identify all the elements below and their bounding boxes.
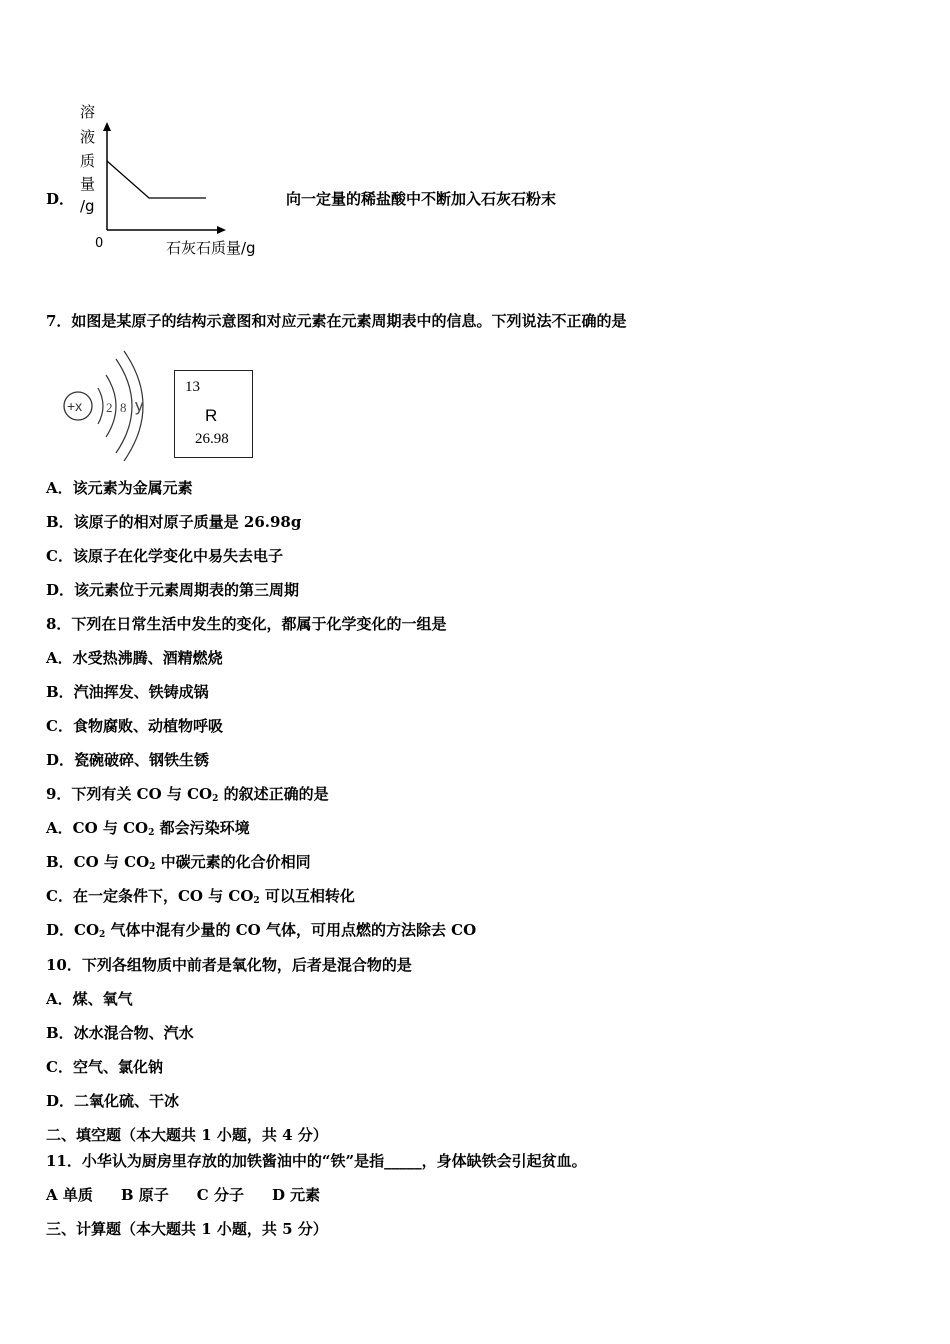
y-axis-arrow — [103, 122, 111, 131]
atomic-number: 13 — [185, 379, 200, 395]
x-axis-label: 石灰石质量/g — [166, 239, 256, 257]
q9-option-b: B．CO 与 $CO_2$ 中碳元素的化合价相同 — [46, 853, 311, 872]
q11-options — [46, 1185, 320, 1205]
electron-shell-1 — [98, 388, 103, 424]
y-axis-char-4: 量 — [80, 175, 96, 193]
q6-option-d-label: D． — [46, 190, 75, 208]
q7-option-c: C．该原子在化学变化中易失去电子 — [46, 547, 283, 565]
q11-option-b: B 原子 — [120, 1186, 169, 1204]
q10-option-d: D．二氧化硫、干冰 — [46, 1092, 180, 1110]
q8-option-c: C．食物腐败、动植物呼吸 — [46, 717, 223, 735]
q11-option-c: C 分子 — [196, 1186, 244, 1204]
section-2-heading: 二、填空题（本大题共 1 小题，共 4 分） — [46, 1126, 328, 1144]
q9-option-a: A．CO 与 $CO_2$ 都会污染环境 — [46, 819, 250, 838]
shell3-electrons: y — [135, 396, 144, 415]
shell1-electrons: 2 — [106, 400, 113, 415]
y-axis-char-2: 液 — [80, 128, 96, 146]
q10-option-a: A．煤、氧气 — [46, 990, 133, 1008]
section-3-heading: 三、计算题（本大题共 1 小题，共 5 分） — [46, 1220, 328, 1238]
q7-option-b: B．该原子的相对原子质量是 26.98g — [46, 513, 302, 531]
atom-structure-diagram — [58, 345, 168, 463]
element-symbol: R — [205, 406, 218, 425]
q10-option-b: B．冰水混合物、汽水 — [46, 1024, 194, 1042]
nucleus-charge: +x — [67, 398, 83, 414]
q9-stem: 9．下列有关 CO 与 $CO_2$ 的叙述正确的是 — [46, 785, 329, 804]
q8-option-b: B．汽油挥发、铁铸成锅 — [46, 683, 209, 701]
graph-curve — [107, 161, 206, 198]
y-axis-unit: /g — [80, 197, 95, 215]
periodic-table-cell — [174, 370, 253, 458]
q7-option-d: D．该元素位于元素周期表的第三周期 — [46, 581, 300, 599]
q11-stem: 11．小华认为厨房里存放的加铁酱油中的“铁”是指_____，身体缺铁会引起贫血。 — [46, 1152, 587, 1170]
graph-origin: 0 — [95, 236, 104, 251]
shell2-electrons: 8 — [120, 400, 127, 415]
q8-option-d: D．瓷碗破碎、钢铁生锈 — [46, 751, 210, 769]
y-axis-char-3: 质 — [80, 152, 96, 170]
x-axis-arrow — [217, 226, 226, 234]
q11-option-d: D 元素 — [271, 1186, 321, 1204]
q9-option-c: C．在一定条件下，CO 与 $CO_2$ 可以互相转化 — [46, 887, 355, 906]
q11-option-a: A 单质 — [46, 1186, 93, 1204]
q8-option-a: A．水受热沸腾、酒精燃烧 — [46, 649, 223, 667]
q10-stem: 10．下列各组物质中前者是氧化物，后者是混合物的是 — [46, 956, 412, 974]
q10-option-c: C．空气、氯化钠 — [46, 1058, 163, 1076]
q7-option-a: A．该元素为金属元素 — [46, 479, 193, 497]
q8-stem: 8．下列在日常生活中发生的变化，都属于化学变化的一组是 — [46, 615, 447, 633]
y-axis-char-1: 溶 — [80, 103, 96, 121]
q7-stem: 7．如图是某原子的结构示意图和对应元素在元素周期表中的信息。下列说法不正确的是 — [46, 312, 627, 330]
q6-option-d-text: 向一定量的稀盐酸中不断加入石灰石粉末 — [286, 190, 557, 208]
q9-option-d: D．$CO_2$ 气体中混有少量的 CO 气体，可用点燃的方法除去 CO — [46, 921, 477, 940]
atomic-mass: 26.98 — [195, 431, 229, 447]
